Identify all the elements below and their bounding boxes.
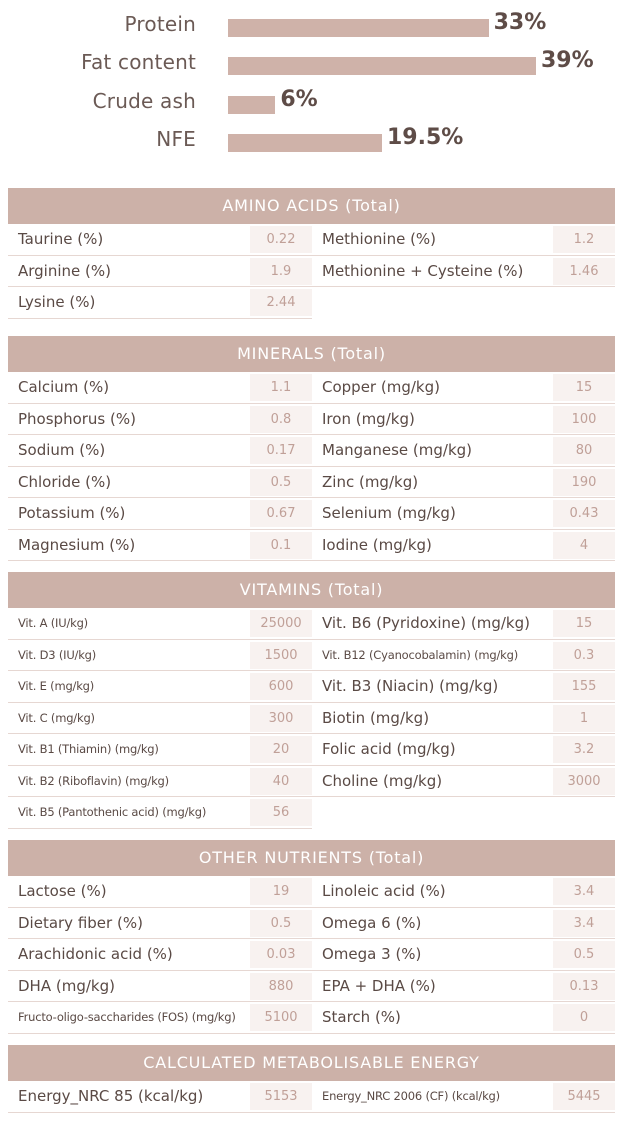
nutrient-cell [8, 467, 312, 499]
nutrient-label: Methionine (%) [322, 230, 437, 248]
nutrient-cell [8, 939, 312, 971]
table-row [8, 287, 615, 319]
nutrient-value: 1.2 [553, 226, 615, 253]
nutrient-cell [312, 435, 615, 467]
nutrient-label: Iodine (mg/kg) [322, 535, 432, 554]
nutrient-label: Energy_NRC 2006 (CF) (kcal/kg) [322, 1089, 500, 1103]
nutrient-label: Potassium (%) [18, 504, 126, 522]
table-row [8, 224, 615, 256]
nutrient-value: 5100 [250, 1004, 312, 1031]
nutrient-label: Arachidonic acid (%) [18, 945, 173, 963]
nutrient-cell [8, 1002, 312, 1034]
section-header: OTHER NUTRIENTS (Total) [8, 840, 615, 876]
nutrient-label: Chloride (%) [18, 472, 112, 491]
nutrient-cell [312, 530, 615, 562]
nutrient-value: 5153 [250, 1083, 312, 1110]
nutrient-value: 0.5 [250, 469, 312, 496]
nutrient-cell [312, 467, 615, 499]
nutrient-label: DHA (mg/kg) [18, 976, 115, 995]
nutrient-label: EPA + DHA (%) [322, 976, 436, 995]
nutrient-value: 0.03 [250, 941, 312, 968]
nutrient-value: 3.4 [553, 878, 615, 905]
nutrient-cell [8, 256, 312, 288]
nutrient-section [8, 840, 615, 1034]
macro-row [0, 125, 628, 161]
nutrient-label: Arginine (%) [18, 261, 111, 280]
table-row [8, 797, 615, 829]
table-row [8, 256, 615, 288]
macro-label: Fat content [81, 50, 196, 74]
nutrient-cell [8, 671, 312, 703]
nutrient-cell [312, 372, 615, 404]
table-row [8, 1081, 615, 1113]
macro-value: 19.5% [387, 125, 464, 150]
nutrient-cell [312, 256, 615, 288]
nutrient-label: Vit. D3 (IU/kg) [18, 647, 97, 662]
nutrient-value: 1.9 [250, 258, 312, 285]
nutrient-cell [312, 287, 615, 319]
nutrient-cell [312, 671, 615, 703]
macro-row [0, 10, 628, 46]
nutrient-value: 2.44 [250, 289, 312, 316]
nutrient-label: Starch (%) [322, 1008, 401, 1026]
nutrient-cell [312, 498, 615, 530]
macro-value: 39% [541, 48, 594, 73]
nutrient-value: 0 [553, 1004, 615, 1031]
nutrient-label: Vit. B5 (Pantothenic acid) (mg/kg) [18, 805, 207, 819]
nutrient-value: 15 [553, 374, 615, 401]
nutrient-cell [8, 287, 312, 319]
nutrient-cell [8, 640, 312, 672]
macro-value: 33% [493, 10, 547, 35]
nutrient-value: 0.8 [250, 406, 312, 433]
nutrient-cell [8, 797, 312, 829]
nutrient-cell [312, 908, 615, 940]
nutrient-value: 3.2 [553, 736, 615, 763]
nutrient-cell [8, 971, 312, 1003]
nutrient-cell [8, 908, 312, 940]
nutrient-cell [312, 640, 615, 672]
macro-row [0, 48, 628, 84]
nutrient-value: 0.5 [250, 910, 312, 937]
table-row [8, 734, 615, 766]
nutrient-label: Iron (mg/kg) [322, 409, 415, 428]
table-row [8, 372, 615, 404]
table-row [8, 467, 615, 499]
nutrient-cell [312, 939, 615, 971]
nutrient-label: Taurine (%) [18, 230, 104, 248]
table-row [8, 876, 615, 908]
macro-label: NFE [156, 127, 196, 151]
macro-value: 6% [280, 87, 318, 112]
macro-bar [228, 57, 536, 75]
table-row [8, 608, 615, 640]
nutrient-cell [8, 876, 312, 908]
nutrient-value: 880 [250, 973, 312, 1000]
nutrient-value: 600 [250, 673, 312, 700]
nutrient-cell [312, 766, 615, 798]
table-row [8, 939, 615, 971]
nutrient-value: 19 [250, 878, 312, 905]
nutrient-label: Lysine (%) [18, 293, 96, 311]
nutrient-value: 0.13 [553, 973, 615, 1000]
nutrient-label: Manganese (mg/kg) [322, 441, 472, 459]
nutrient-section [8, 336, 615, 561]
nutrient-label: Omega 6 (%) [322, 913, 422, 932]
nutrient-label: Fructo-oligo-saccharides (FOS) (mg/kg) [18, 1010, 236, 1024]
nutrient-label: Biotin (mg/kg) [322, 708, 430, 727]
nutrient-label: Dietary fiber (%) [18, 913, 143, 932]
nutrient-cell [8, 734, 312, 766]
nutrient-cell [312, 608, 615, 640]
nutrient-section [8, 572, 615, 829]
section-header: AMINO ACIDS (Total) [8, 188, 615, 224]
nutrient-label: Magnesium (%) [18, 535, 136, 554]
nutrient-cell [8, 608, 312, 640]
nutrient-label: Copper (mg/kg) [322, 378, 440, 396]
nutrient-value: 1.46 [553, 258, 615, 285]
nutrient-value: 300 [250, 705, 312, 732]
macro-label: Protein [124, 12, 196, 36]
nutrient-label: Vit. B3 (Niacin) (mg/kg) [322, 677, 499, 695]
nutrient-label: Choline (mg/kg) [322, 771, 443, 790]
table-row [8, 498, 615, 530]
nutrient-label: Linoleic acid (%) [322, 882, 446, 900]
nutrient-value: 1.1 [250, 374, 312, 401]
nutrient-cell [312, 734, 615, 766]
nutrient-cell [8, 1081, 312, 1113]
macro-bar [228, 19, 489, 37]
nutrient-value: 0.43 [553, 500, 615, 527]
nutrient-value: 1500 [250, 642, 312, 669]
nutrient-value: 0.3 [553, 642, 615, 669]
nutrient-label: Zinc (mg/kg) [322, 472, 419, 491]
nutrient-cell [312, 797, 615, 829]
nutrient-value: 190 [553, 469, 615, 496]
nutrient-value: 56 [250, 799, 312, 826]
nutrient-cell [8, 224, 312, 256]
nutrient-value: 4 [553, 532, 615, 559]
table-row [8, 908, 615, 940]
nutrient-value: 25000 [250, 610, 312, 637]
table-row [8, 766, 615, 798]
nutrient-cell [8, 372, 312, 404]
table-row [8, 404, 615, 436]
table-row [8, 530, 615, 562]
nutrient-cell [8, 530, 312, 562]
nutrient-value: 3000 [553, 768, 615, 795]
nutrient-label: Phosphorus (%) [18, 409, 136, 428]
nutrient-value: 5445 [553, 1083, 615, 1110]
section-header: VITAMINS (Total) [8, 572, 615, 608]
nutrient-label: Vit. B6 (Pyridoxine) (mg/kg) [322, 614, 530, 632]
section-header: CALCULATED METABOLISABLE ENERGY [8, 1045, 615, 1081]
macro-bar [228, 96, 275, 114]
nutrient-value: 1 [553, 705, 615, 732]
nutrient-value: 3.4 [553, 910, 615, 937]
nutrient-label: Folic acid (mg/kg) [322, 740, 456, 758]
macro-label: Crude ash [92, 89, 196, 113]
nutrient-label: Vit. B1 (Thiamin) (mg/kg) [18, 742, 159, 756]
table-row [8, 703, 615, 735]
nutrient-cell [8, 435, 312, 467]
nutrient-label: Vit. B2 (Riboflavin) (mg/kg) [18, 773, 169, 788]
table-row [8, 671, 615, 703]
nutrient-cell [8, 404, 312, 436]
nutrient-cell [312, 703, 615, 735]
nutrient-label: Energy_NRC 85 (kcal/kg) [18, 1087, 204, 1105]
nutrient-value: 0.1 [250, 532, 312, 559]
nutrient-cell [312, 1081, 615, 1113]
macro-row [0, 87, 628, 123]
nutrient-value: 15 [553, 610, 615, 637]
nutrient-section [8, 1045, 615, 1113]
nutrient-value: 80 [553, 437, 615, 464]
macro-bar [228, 134, 382, 152]
nutrient-cell [8, 498, 312, 530]
nutrient-section [8, 188, 615, 319]
nutrient-value: 100 [553, 406, 615, 433]
nutrient-value: 0.67 [250, 500, 312, 527]
nutrient-value: 155 [553, 673, 615, 700]
nutrient-cell [312, 224, 615, 256]
nutrient-label: Vit. E (mg/kg) [18, 679, 95, 693]
nutrient-cell [8, 766, 312, 798]
nutrient-cell [312, 876, 615, 908]
nutrient-label: Methionine + Cysteine (%) [322, 261, 524, 280]
nutrient-label: Vit. C (mg/kg) [18, 710, 95, 725]
nutrient-label: Calcium (%) [18, 378, 110, 396]
nutrient-label: Lactose (%) [18, 882, 107, 900]
nutrient-value: 0.17 [250, 437, 312, 464]
nutrient-value: 20 [250, 736, 312, 763]
table-row [8, 435, 615, 467]
nutrient-cell [8, 703, 312, 735]
nutrient-label: Selenium (mg/kg) [322, 504, 456, 522]
nutrient-cell [312, 404, 615, 436]
nutrient-label: Sodium (%) [18, 441, 106, 459]
nutrient-label: Vit. B12 (Cyanocobalamin) (mg/kg) [322, 647, 518, 662]
nutrient-cell [312, 1002, 615, 1034]
nutrient-label: Omega 3 (%) [322, 945, 422, 963]
table-row [8, 971, 615, 1003]
section-header: MINERALS (Total) [8, 336, 615, 372]
nutrient-value: 0.22 [250, 226, 312, 253]
nutrient-value: 0.5 [553, 941, 615, 968]
nutrient-label: Vit. A (IU/kg) [18, 616, 88, 630]
nutrient-value: 40 [250, 768, 312, 795]
nutrient-cell [312, 971, 615, 1003]
table-row [8, 640, 615, 672]
table-row [8, 1002, 615, 1034]
